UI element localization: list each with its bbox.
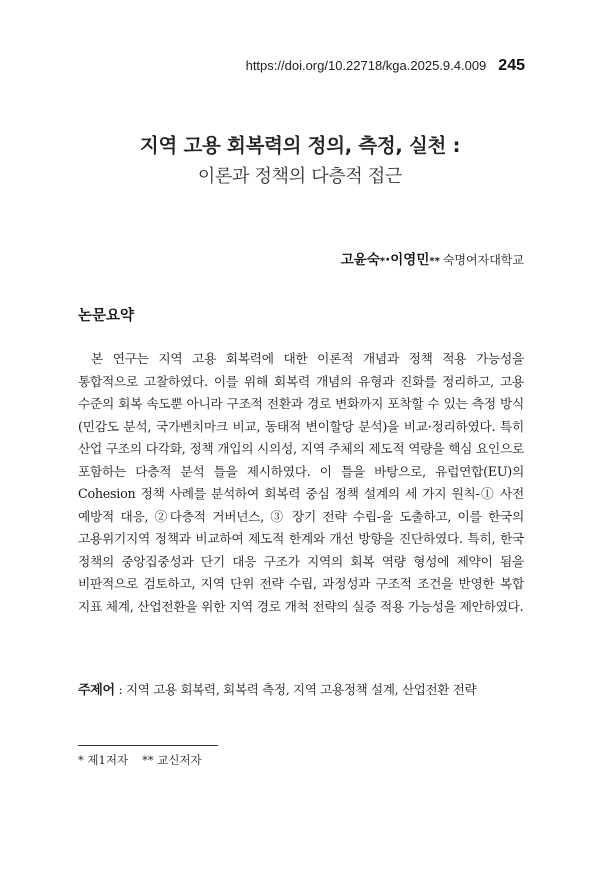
keywords-label: 주제어 <box>78 683 115 698</box>
page-number: 245 <box>498 57 525 74</box>
running-header <box>246 57 525 75</box>
footnote-divider <box>78 745 218 746</box>
abstract-text: 본 연구는 지역 고용 회복력에 대한 이론적 개념과 정책 적용 가능성을 통합적으로 고찰하였다. 이를 위해 회복력 개념의 유형과 진화를 정리하고, 고용 수준의 회복 속도뿐 아니라 구조적 전환과 경로 변화까지 포착할 수 있는 측정 방식(민감도 분석, 국가벤치마크 비교, 동태적 변이할당 분석)을 비교·정리하였다. 특히 산업 구조의 다각화, 정책 개입의 시의성, 지역 주체의 제도적 역량을 핵심 요인으로 포함하는 다층적 분석 틀을 제시하였다. 이 틀을 바탕으로, 유럽연합(EU)의 Cohesion 정책 사례를 분석하여 회복력 중심 정책 설계의 세 가지 원칙-① 사전 예방적 대응, ②다층적 거버넌스, ③ 장기 전략 수립-을 도출하고, 이를 한국의 고용위기지역 정책과 비교하여 제도적 한계와 개선 방향을 진단하였다. 특히, 한국 정책의 중앙집중성과 단기 대응 구조가 지역의 회복 역량 형성에 제약이 됨을 비판적으로 검토하고, 지역 단위 전략 수립, 과정성과 구조적 조건을 반영한 복합 지표 체계, 산업전환을 위한 지역 경로 개척 전략의 실증 적용 가능성을 제안하였다. <box>78 351 524 614</box>
paper-title: 지역 고용 회복력의 정의, 측정, 실천 : <box>139 134 461 157</box>
author-first-mark: * <box>379 256 386 267</box>
abstract-heading: 논문요약 <box>78 308 135 324</box>
keywords-separator: : <box>114 682 127 697</box>
author-affiliation: 숙명여자대학교 <box>442 253 524 267</box>
doi-link[interactable]: https://doi.org/10.22718/kga.2025.9.4.009 <box>245 58 487 73</box>
author-second: 이영민 <box>390 252 430 268</box>
footnote-first-author: * 제1저자 <box>78 753 129 767</box>
author-separator: · <box>385 252 391 268</box>
keywords-line <box>78 679 538 698</box>
title-block <box>0 130 600 188</box>
paper-subtitle: 이론과 정책의 다층적 접근 <box>197 166 403 187</box>
author-first: 고윤숙 <box>340 252 380 268</box>
author-line <box>341 248 524 268</box>
footnote-corresponding-author: ** 교신저자 <box>142 753 202 767</box>
author-second-mark: ** <box>429 256 440 267</box>
keywords-text: 지역 고용 회복력, 회복력 측정, 지역 고용정책 설계, 산업전환 전략 <box>126 682 477 697</box>
footnote <box>78 752 202 768</box>
